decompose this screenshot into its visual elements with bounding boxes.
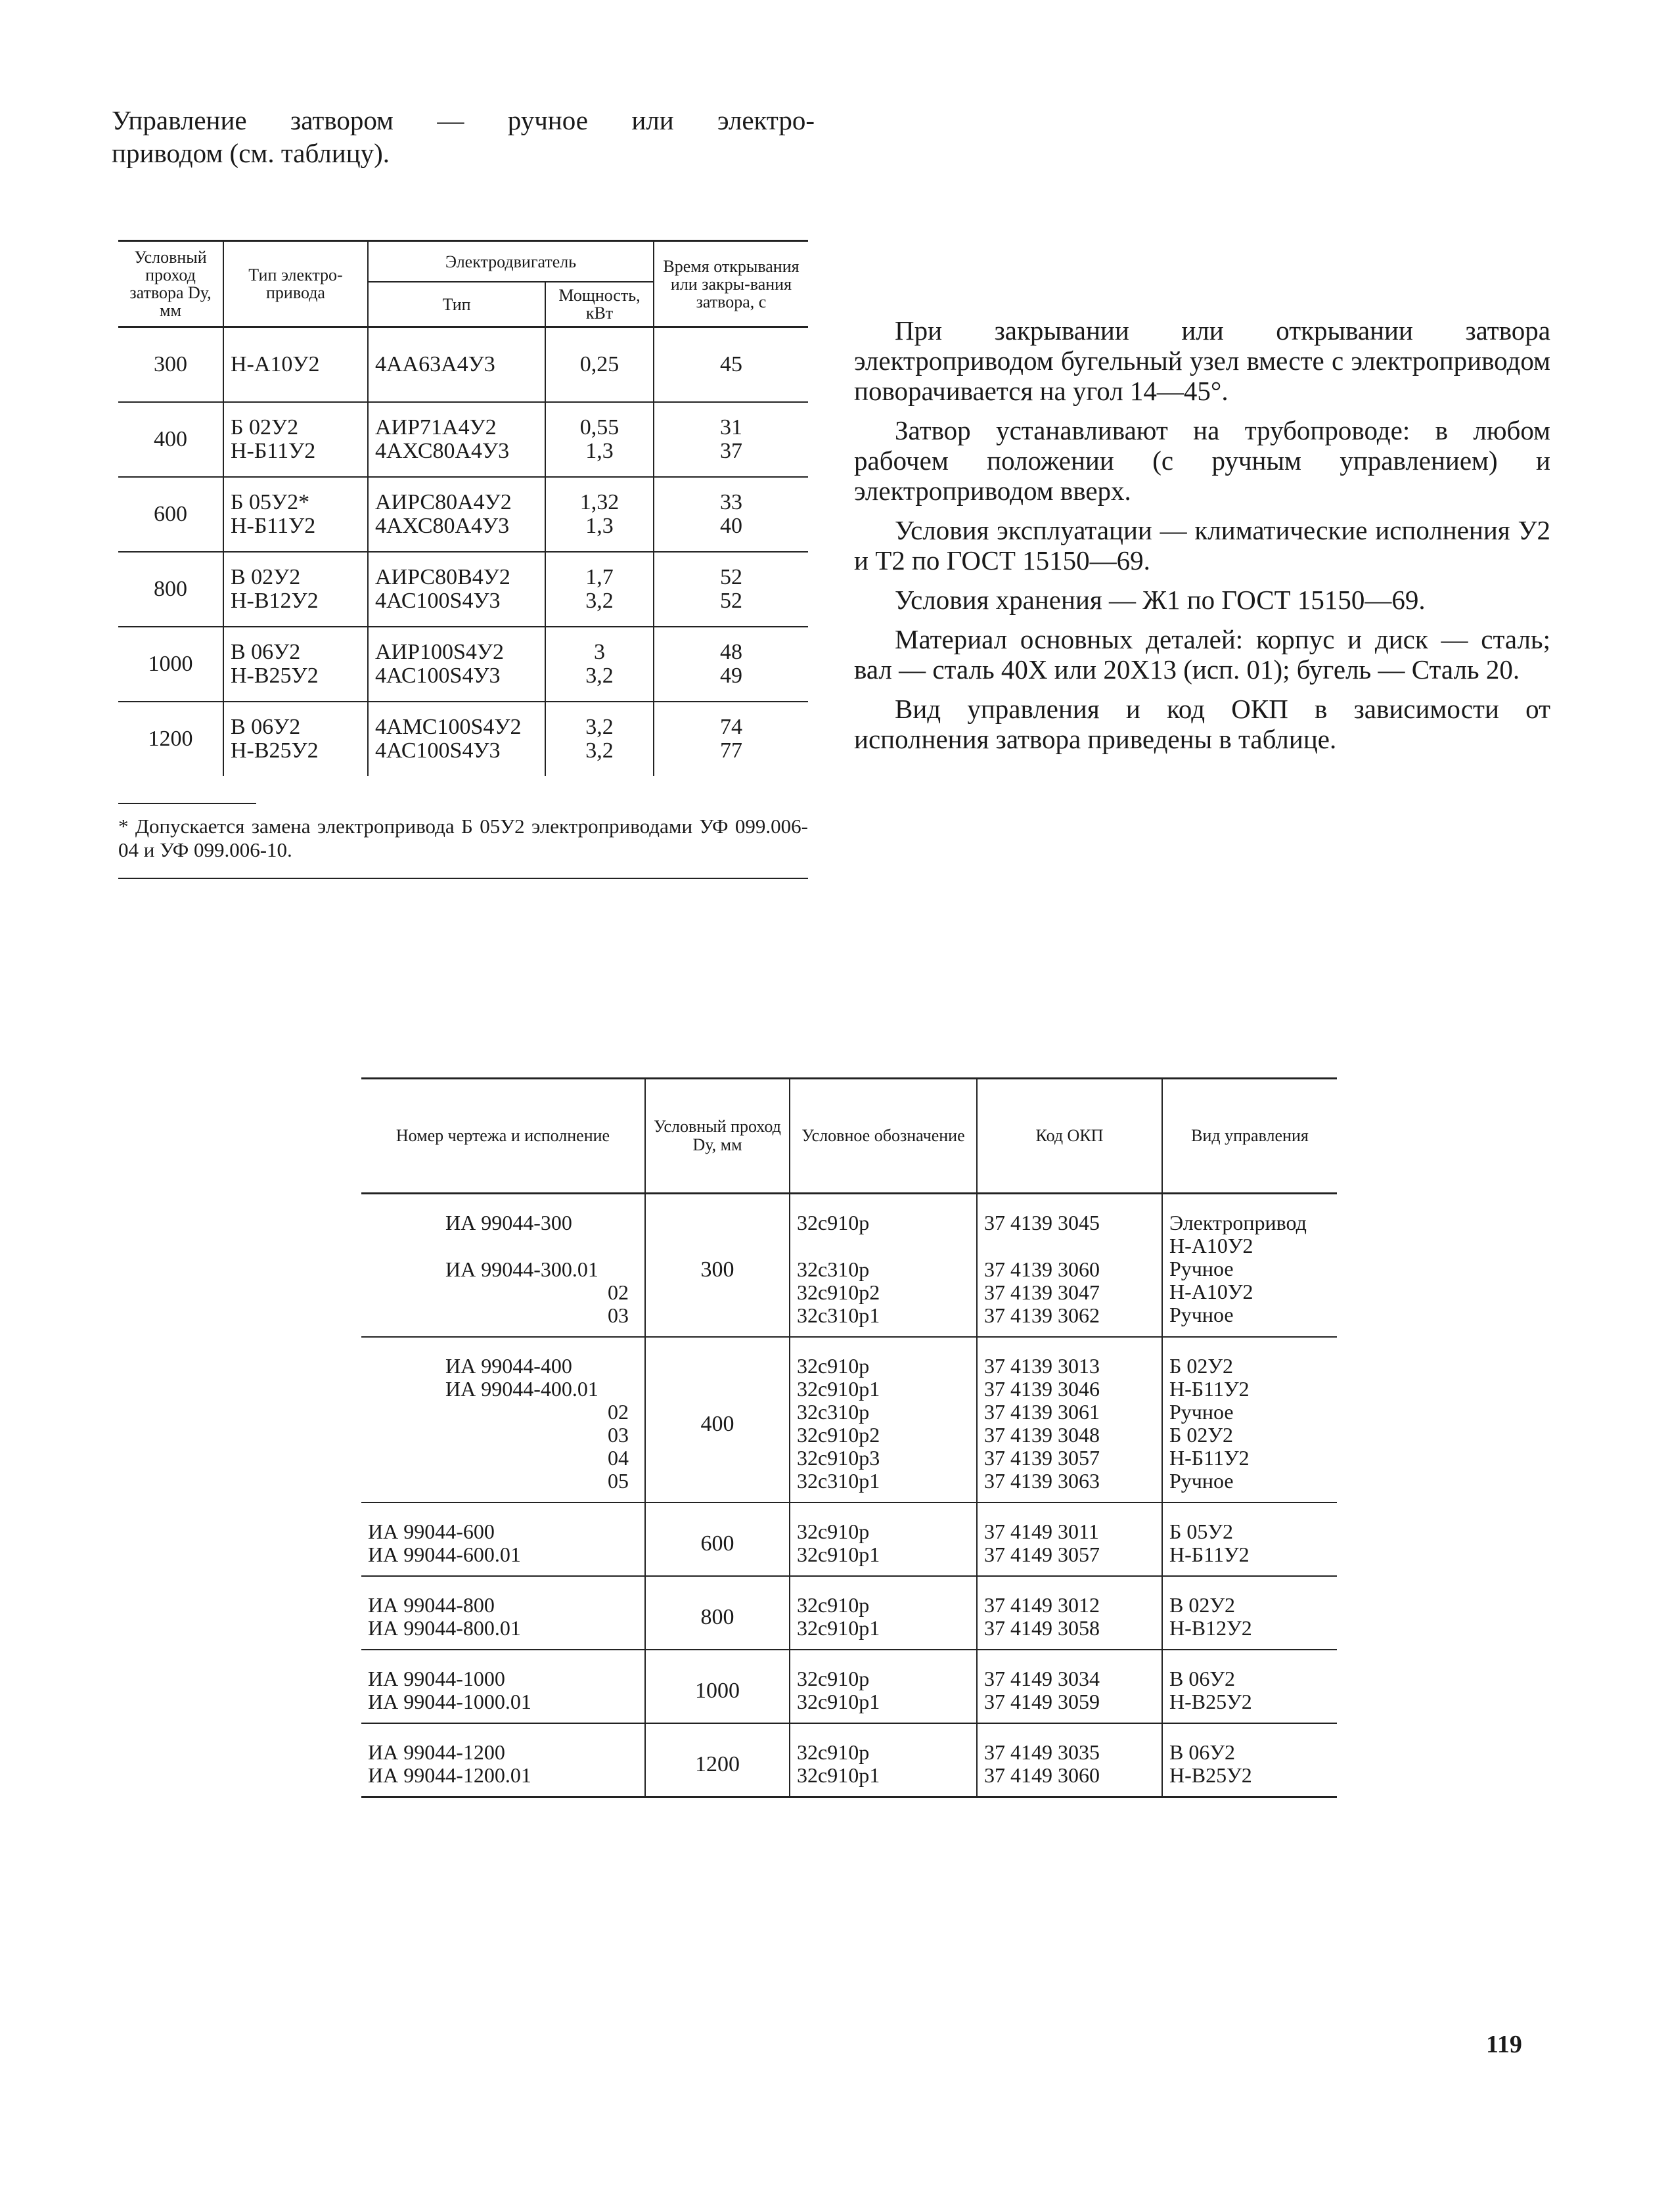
t2-cell-line: 05 xyxy=(608,1469,629,1493)
t2-header-okp: Код ОКП xyxy=(977,1079,1162,1194)
right-paragraph: Условия эксплуатации — климатические исполнения У2 и Т2 по ГОСТ 15150—69. xyxy=(854,515,1550,576)
t2-cell-line: 32с310р xyxy=(797,1257,870,1281)
t2-cell-line: ИА 99044-1000 xyxy=(368,1667,505,1690)
t1-cell-line: 1,7 xyxy=(585,565,614,589)
t1-body xyxy=(118,327,808,777)
t1-cell-motor xyxy=(368,627,545,702)
t2-cell-line: ИА 99044-400 xyxy=(445,1354,572,1378)
t1-cell-line: 1,3 xyxy=(585,514,614,538)
t1-cell-drive xyxy=(223,402,368,477)
t1-cell-line: 52 xyxy=(720,565,742,589)
t1-cell-dy: 600 xyxy=(154,502,187,526)
t2-cell-designation xyxy=(790,1650,977,1723)
t2-cell-control xyxy=(1162,1723,1337,1797)
t2-cell-designation xyxy=(790,1723,977,1797)
table-row xyxy=(361,1723,1337,1797)
t1-cell-motor xyxy=(368,327,545,403)
t1-cell-line: 3,2 xyxy=(585,715,614,739)
t2-cell-line: 04 xyxy=(608,1446,629,1470)
t2-cell-dy: 800 xyxy=(645,1576,790,1650)
t2-cell-dy: 600 xyxy=(645,1502,790,1576)
t2-cell-line: 32с910р1 xyxy=(797,1763,880,1787)
t2-cell-line xyxy=(984,1234,1155,1258)
t2-cell-line xyxy=(445,1234,629,1258)
t1-cell-line: 4АС100S4У3 xyxy=(375,664,501,688)
t1-cell-power xyxy=(545,552,654,627)
page-number: 119 xyxy=(1486,2031,1522,2058)
t2-cell-designation xyxy=(790,1337,977,1502)
t2-cell-line: Б 02У2 xyxy=(1169,1354,1234,1378)
footnote-rule xyxy=(118,803,256,804)
t2-cell-control xyxy=(1162,1194,1337,1338)
t2-cell-line: Ручное xyxy=(1169,1303,1234,1326)
t1-cell-dy: 1200 xyxy=(148,727,193,751)
right-paragraph: Затвор устанавливают на трубопроводе: в любом рабочем положении (с ручным управлением) и электроприводом вверх. xyxy=(854,415,1550,506)
t2-cell-line: 32с310р1 xyxy=(797,1303,880,1327)
t2-cell-line: 32с910р xyxy=(797,1740,870,1764)
t2-cell-line: 37 4149 3058 xyxy=(984,1616,1100,1640)
table-row xyxy=(118,627,808,702)
t2-cell-line: Н-В25У2 xyxy=(1169,1690,1252,1713)
t1-cell-line: 0,25 xyxy=(579,352,620,376)
t2-cell-line: ИА 99044-300 xyxy=(445,1211,572,1234)
t2-cell-okp xyxy=(977,1576,1162,1650)
t1-cell-motor xyxy=(368,402,545,477)
t1-cell-line: 4АХС80А4У3 xyxy=(375,514,510,538)
t1-cell-power xyxy=(545,477,654,552)
t2-cell-line: 37 4139 3045 xyxy=(984,1211,1100,1234)
t2-cell-line: 37 4149 3060 xyxy=(984,1763,1100,1787)
t1-cell-line: Н-В12У2 xyxy=(231,589,319,613)
t1-cell-line: 3 xyxy=(594,640,605,664)
t2-cell-line: ИА 99044-600.01 xyxy=(368,1543,521,1566)
t2-cell-line: Ручное xyxy=(1169,1400,1234,1424)
t2-cell-line: 32с910р2 xyxy=(797,1280,880,1304)
t1-cell-line: 77 xyxy=(720,738,742,763)
drive-specs-table xyxy=(118,240,808,776)
t1-cell-motor xyxy=(368,702,545,776)
t2-cell-drawing xyxy=(361,1194,645,1338)
table1-footnote: * Допускается замена электропривода Б 05У2 электроприводами УФ 099.006-04 и УФ 099.006-10. xyxy=(118,815,808,861)
t2-cell-control xyxy=(1162,1502,1337,1576)
t2-cell-drawing xyxy=(361,1502,645,1576)
t1-cell-line: АИРС80В4У2 xyxy=(375,565,510,589)
t2-cell-line: 37 4149 3035 xyxy=(984,1740,1100,1764)
t1-cell-dy: 300 xyxy=(154,352,187,376)
t1-cell-line: 3,2 xyxy=(585,738,614,763)
t2-cell-line: 32с310р xyxy=(797,1400,870,1424)
t2-cell-control xyxy=(1162,1337,1337,1502)
right-paragraph: Материал основных деталей: корпус и диск — сталь; вал — сталь 40Х или 20Х13 (исп. 01); бугель — Сталь 20. xyxy=(854,624,1550,685)
intro-line-1: Управление затвором — ручное или электро- xyxy=(112,105,815,135)
t2-cell-line: ИА 99044-800 xyxy=(368,1593,495,1617)
t2-cell-line: 32с910р1 xyxy=(797,1616,880,1640)
t1-cell-time xyxy=(654,477,808,552)
t2-cell-line: 32с910р3 xyxy=(797,1446,880,1470)
t2-cell-dy: 1200 xyxy=(645,1723,790,1797)
t1-cell-time xyxy=(654,702,808,776)
t1-cell-power xyxy=(545,327,654,403)
t1-cell-line: Н-В25У2 xyxy=(231,664,319,688)
t2-cell-line: 37 4149 3057 xyxy=(984,1543,1100,1566)
t1-cell-drive xyxy=(223,702,368,776)
t1-cell-line: 1,3 xyxy=(585,439,614,463)
t2-cell-line xyxy=(797,1234,970,1258)
table-row xyxy=(361,1576,1337,1650)
right-paragraph: Условия хранения — Ж1 по ГОСТ 15150—69. xyxy=(895,585,1426,615)
t2-cell-line: В 06У2 xyxy=(1169,1740,1235,1764)
t1-cell-line: В 06У2 xyxy=(231,715,301,739)
t1-cell-drive xyxy=(223,627,368,702)
t2-header-dy: Условный проход Dу, мм xyxy=(645,1079,790,1194)
t1-cell-line: 1,32 xyxy=(579,490,620,514)
t1-cell-line: АИР71А4У2 xyxy=(375,415,497,440)
t2-cell-line: 32с910р1 xyxy=(797,1377,880,1401)
t2-cell-line: 37 4139 3057 xyxy=(984,1446,1100,1470)
table-row xyxy=(361,1194,1337,1338)
t1-cell-time xyxy=(654,402,808,477)
t1-cell-line: 4АС100S4У3 xyxy=(375,738,501,763)
t2-cell-drawing xyxy=(361,1650,645,1723)
t2-cell-line: Ручное xyxy=(1169,1469,1234,1493)
t2-cell-line: Н-А10У2 xyxy=(1169,1234,1253,1257)
t2-cell-line: 37 4139 3047 xyxy=(984,1280,1100,1304)
t1-header-power: Мощность, кВт xyxy=(545,282,654,327)
t2-cell-line: Н-В25У2 xyxy=(1169,1763,1252,1787)
t2-cell-line: 02 xyxy=(608,1280,629,1304)
t1-cell-line: 74 xyxy=(720,715,742,739)
t2-cell-okp xyxy=(977,1337,1162,1502)
t1-cell-line: 48 xyxy=(720,640,742,664)
t2-cell-control xyxy=(1162,1650,1337,1723)
t2-cell-line: Н-Б11У2 xyxy=(1169,1377,1250,1401)
t2-cell-line: ИА 99044-800.01 xyxy=(368,1616,521,1640)
t1-cell-power xyxy=(545,702,654,776)
t2-cell-line: Н-Б11У2 xyxy=(1169,1543,1250,1566)
t2-cell-line: 37 4149 3034 xyxy=(984,1667,1100,1690)
t2-cell-dy: 1000 xyxy=(645,1650,790,1723)
t1-cell-line: 4АА63А4У3 xyxy=(375,352,495,376)
t1-cell-line: 3,2 xyxy=(585,589,614,613)
t2-cell-line: Ручное xyxy=(1169,1257,1234,1280)
t1-header-motor-type: Тип xyxy=(368,282,545,327)
t1-cell-line: 3,2 xyxy=(585,664,614,688)
t1-cell-line: В 06У2 xyxy=(231,640,301,664)
t2-header-designation: Условное обозначение xyxy=(790,1079,977,1194)
table-row xyxy=(361,1502,1337,1576)
t2-cell-line: 32с910р xyxy=(797,1520,870,1543)
t1-cell-time xyxy=(654,327,808,403)
t2-cell-line: Б 02У2 xyxy=(1169,1423,1234,1447)
t2-cell-line: Б 05У2 xyxy=(1169,1520,1234,1543)
t2-cell-line: 32с910р xyxy=(797,1354,870,1378)
t1-cell-drive xyxy=(223,477,368,552)
t1-header-time: Время открывания или закры-вания затвора, с xyxy=(654,241,808,327)
t2-cell-line: 37 4139 3046 xyxy=(984,1377,1100,1401)
t1-cell-dy: 400 xyxy=(154,427,187,451)
t2-cell-line: 02 xyxy=(608,1400,629,1424)
t1-cell-line: 4АХС80А4У3 xyxy=(375,439,510,463)
t2-cell-drawing xyxy=(361,1576,645,1650)
t2-header-drawing: Номер чертежа и исполнение xyxy=(361,1079,645,1194)
t2-cell-line: 32с910р xyxy=(797,1593,870,1617)
t2-cell-okp xyxy=(977,1194,1162,1338)
t1-cell-power xyxy=(545,402,654,477)
footnote-bottom-rule xyxy=(118,878,808,879)
table-row xyxy=(118,702,808,776)
table-row xyxy=(361,1650,1337,1723)
t2-cell-line: ИА 99044-300.01 xyxy=(445,1257,598,1281)
t2-body xyxy=(361,1194,1337,1797)
t1-cell-line: Б 05У2* xyxy=(231,490,310,514)
t1-cell-dy: 1000 xyxy=(148,652,193,676)
t1-cell-line: 33 xyxy=(720,490,742,514)
t2-header-control: Вид управления xyxy=(1162,1079,1337,1194)
table-row xyxy=(361,1337,1337,1502)
t2-cell-line: 37 4149 3059 xyxy=(984,1690,1100,1713)
t2-cell-line: 32с910р1 xyxy=(797,1690,880,1713)
intro-paragraph xyxy=(112,104,815,169)
t1-cell-line: 52 xyxy=(720,589,742,613)
t2-cell-line: В 02У2 xyxy=(1169,1593,1235,1617)
t2-cell-line: ИА 99044-600 xyxy=(368,1520,495,1543)
t2-cell-dy: 400 xyxy=(645,1337,790,1502)
t1-cell-line: Н-А10У2 xyxy=(231,352,320,376)
t2-cell-line: ИА 99044-1000.01 xyxy=(368,1690,531,1713)
t1-header-motor-group: Электродвигатель xyxy=(368,241,654,282)
t1-cell-line: 45 xyxy=(720,352,742,376)
t1-cell-line: 4АМС100S4У2 xyxy=(375,715,522,739)
t1-cell-line: АИРС80А4У2 xyxy=(375,490,512,514)
table-row xyxy=(118,402,808,477)
right-column-text xyxy=(854,315,1550,763)
t1-cell-drive xyxy=(223,327,368,403)
t1-cell-power xyxy=(545,627,654,702)
t1-cell-line: 0,55 xyxy=(579,415,620,440)
t2-cell-okp xyxy=(977,1723,1162,1797)
t2-cell-line: 37 4139 3048 xyxy=(984,1423,1100,1447)
t2-cell-line: 37 4139 3013 xyxy=(984,1354,1100,1378)
t1-cell-line: АИР100S4У2 xyxy=(375,640,504,664)
t2-cell-line: 32с910р1 xyxy=(797,1543,880,1566)
t1-cell-time xyxy=(654,627,808,702)
t2-cell-line: 03 xyxy=(608,1423,629,1447)
t2-cell-drawing xyxy=(361,1723,645,1797)
t2-cell-okp xyxy=(977,1650,1162,1723)
t1-cell-line: Б 02У2 xyxy=(231,415,299,440)
intro-line-2: приводом (см. таблицу). xyxy=(112,138,390,168)
t1-header-dy: Условный проход затвора Dу, мм xyxy=(118,241,223,327)
t1-cell-time xyxy=(654,552,808,627)
t2-cell-line: 32с310р1 xyxy=(797,1469,880,1493)
t1-cell-dy: 800 xyxy=(154,577,187,601)
t1-cell-line: Н-В25У2 xyxy=(231,738,319,763)
t2-cell-line: 37 4139 3060 xyxy=(984,1257,1100,1281)
t2-cell-line: Электропривод xyxy=(1169,1211,1307,1234)
t2-cell-line: Н-В12У2 xyxy=(1169,1616,1252,1640)
t2-cell-line: ИА 99044-400.01 xyxy=(445,1377,598,1401)
t1-cell-line: Н-Б11У2 xyxy=(231,514,316,538)
t1-cell-line: Н-Б11У2 xyxy=(231,439,316,463)
t1-header-drive-type: Тип электро-привода xyxy=(223,241,368,327)
t2-cell-line: ИА 99044-1200.01 xyxy=(368,1763,531,1787)
t2-cell-dy: 300 xyxy=(645,1194,790,1338)
t2-cell-okp xyxy=(977,1502,1162,1576)
t1-cell-line: 37 xyxy=(720,439,742,463)
t2-cell-designation xyxy=(790,1502,977,1576)
t1-cell-line: 31 xyxy=(720,415,742,440)
t1-cell-line: 49 xyxy=(720,664,742,688)
t2-cell-line: 32с910р xyxy=(797,1211,870,1234)
t2-cell-line: Н-А10У2 xyxy=(1169,1280,1253,1303)
table-row xyxy=(118,477,808,552)
t2-cell-line: 37 4149 3011 xyxy=(984,1520,1099,1543)
okp-table xyxy=(361,1077,1337,1798)
t2-cell-line: 32с910р2 xyxy=(797,1423,880,1447)
t2-cell-line: ИА 99044-1200 xyxy=(368,1740,505,1764)
t1-cell-motor xyxy=(368,552,545,627)
t2-cell-line: 03 xyxy=(608,1303,629,1327)
table-row xyxy=(118,552,808,627)
t2-cell-drawing xyxy=(361,1337,645,1502)
t2-cell-designation xyxy=(790,1194,977,1338)
t2-cell-line: 37 4149 3012 xyxy=(984,1593,1100,1617)
t2-cell-control xyxy=(1162,1576,1337,1650)
right-paragraph: Вид управления и код ОКП в зависимости от исполнения затвора приведены в таблице. xyxy=(854,694,1550,754)
t2-cell-designation xyxy=(790,1576,977,1650)
t2-cell-line: 37 4139 3063 xyxy=(984,1469,1100,1493)
t1-cell-line: 40 xyxy=(720,514,742,538)
right-paragraph: При закрывании или открывании затвора электроприводом бугельный узел вместе с электроприводом поворачивается на угол 14—45°. xyxy=(854,315,1550,406)
t1-cell-line: В 02У2 xyxy=(231,565,301,589)
t2-cell-line: В 06У2 xyxy=(1169,1667,1235,1690)
t1-cell-line: 4АС100S4У3 xyxy=(375,589,501,613)
t2-cell-line: 37 4139 3061 xyxy=(984,1400,1100,1424)
t1-cell-motor xyxy=(368,477,545,552)
t1-cell-drive xyxy=(223,552,368,627)
t2-cell-line: Н-Б11У2 xyxy=(1169,1446,1250,1470)
t2-cell-line: 32с910р xyxy=(797,1667,870,1690)
table-row xyxy=(118,327,808,403)
t2-cell-line: 37 4139 3062 xyxy=(984,1303,1100,1327)
